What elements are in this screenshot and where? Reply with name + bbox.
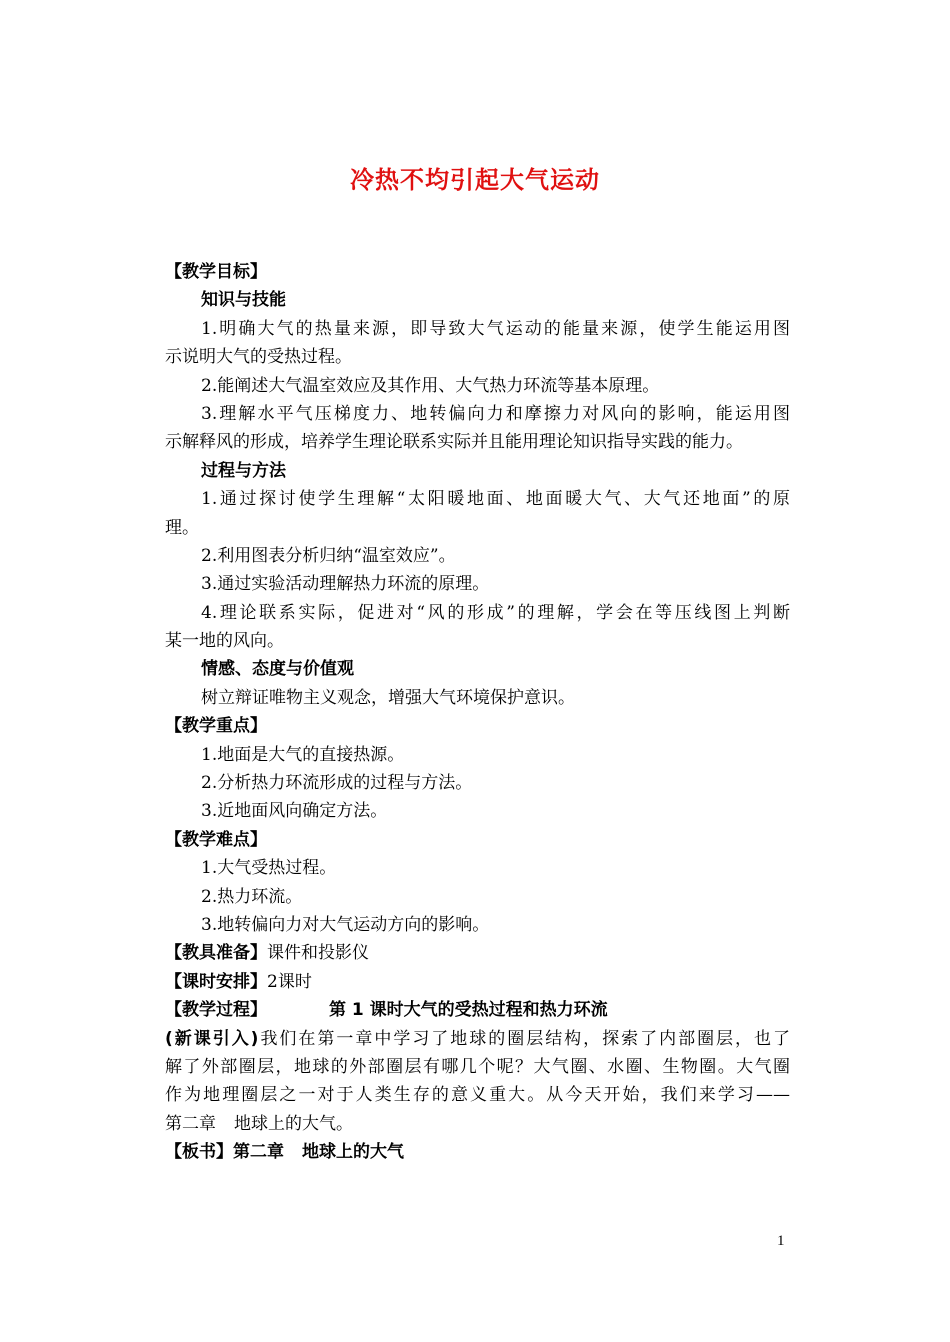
tools-heading: 【教具准备】 [165, 943, 267, 964]
document-body [165, 258, 790, 1167]
process-item-1-line-2: 理。 [165, 517, 199, 538]
tools-text: 课件和投影仪 [267, 943, 369, 964]
intro-text-1: 我们在第一章中学习了地球的圈层结构，探索了内部圈层，也了 [258, 1028, 790, 1049]
intro-line-1 [165, 1025, 790, 1053]
process-subheading: 过程与方法 [201, 460, 286, 481]
tools-row [165, 939, 790, 967]
emotion-subheading: 情感、态度与价值观 [201, 659, 354, 680]
lesson-title: 第 1 课时大气的受热过程和热力环流 [329, 1000, 608, 1021]
teaching-process-row [165, 996, 790, 1024]
process-item-4-line-2: 某一地的风向。 [165, 631, 284, 652]
process-item-1-line-1: 1.通过探讨使学生理解“太阳暖地面、地面暖大气、大气还地面”的原 [201, 489, 790, 510]
intro-line-4-title: 地球上的大气。 [234, 1113, 353, 1134]
key-point-2: 2.分析热力环流形成的过程与方法。 [201, 773, 473, 794]
schedule-row [165, 968, 790, 996]
document-title: 冷热不均引起大气运动 [350, 166, 600, 194]
schedule-text: 2课时 [267, 971, 312, 992]
objectives-heading: 【教学目标】 [165, 262, 267, 282]
page-number: 1 [777, 1233, 785, 1249]
key-point-3: 3.近地面风向确定方法。 [201, 801, 388, 822]
intro-line-4 [165, 1110, 790, 1138]
difficulties-heading: 【教学难点】 [165, 829, 267, 850]
difficulty-3: 3.地转偏向力对大气运动方向的影响。 [201, 914, 490, 935]
key-points-heading: 【教学重点】 [165, 716, 267, 737]
board-heading: 【板书】 [165, 1142, 233, 1163]
teaching-process-heading: 【教学过程】 [165, 1000, 267, 1021]
board-chapter: 第二章 [233, 1142, 284, 1163]
knowledge-item-2: 2.能阐述大气温室效应及其作用、大气热力环流等基本原理。 [201, 375, 660, 396]
schedule-heading: 【课时安排】 [165, 971, 267, 992]
knowledge-subheading: 知识与技能 [201, 290, 286, 311]
knowledge-item-3-line-1: 3.理解水平气压梯度力、地转偏向力和摩擦力对风向的影响，能运用图 [201, 403, 790, 424]
board-row [165, 1138, 790, 1166]
intro-line-3: 作为地理圈层之一对于人类生存的意义重大。从今天开始，我们来学习—— [165, 1085, 790, 1106]
intro-line-2: 解了外部圈层，地球的外部圈层有哪几个呢？大气圈、水圈、生物圈。大气圈 [165, 1056, 790, 1077]
emotion-item-1: 树立辩证唯物主义观念，增强大气环境保护意识。 [201, 687, 575, 708]
process-item-2: 2.利用图表分析归纳“温室效应”。 [201, 545, 456, 566]
intro-label: (新课引入) [165, 1028, 259, 1049]
board-title: 地球上的大气 [302, 1142, 404, 1163]
difficulty-1: 1.大气受热过程。 [201, 858, 337, 879]
intro-line-4-chapter: 第二章 [165, 1113, 216, 1134]
process-item-3: 3.通过实验活动理解热力环流的原理。 [201, 574, 490, 595]
knowledge-item-1-line-2: 示说明大气的受热过程。 [165, 347, 352, 368]
key-point-1: 1.地面是大气的直接热源。 [201, 744, 405, 765]
difficulty-2: 2.热力环流。 [201, 886, 303, 907]
process-item-4-line-1: 4.理论联系实际，促进对“风的形成”的理解，学会在等压线图上判断 [201, 602, 790, 623]
knowledge-item-3-line-2: 示解释风的形成，培养学生理论联系实际并且能用理论知识指导实践的能力。 [165, 432, 743, 453]
knowledge-item-1-line-1: 1.明确大气的热量来源，即导致大气运动的能量来源，使学生能运用图 [201, 318, 790, 339]
